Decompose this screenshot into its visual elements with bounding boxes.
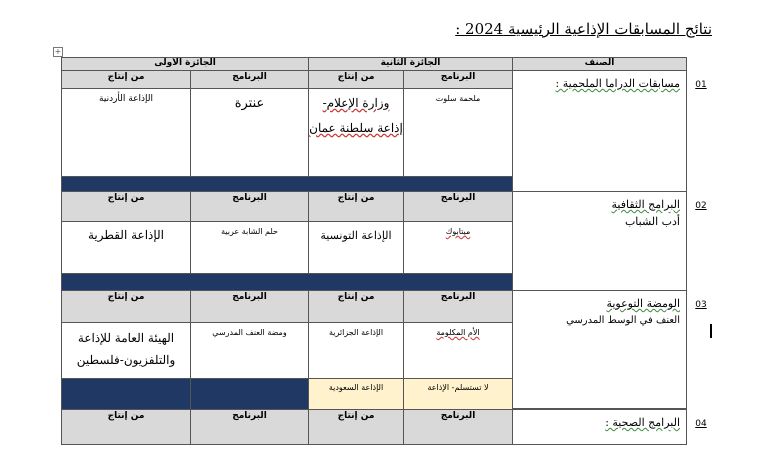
row2-first-program: حلم الشابة عربية — [190, 221, 309, 274]
row1-second-producer-text: وزارة الإعلام- إذاعة سلطنة عمان — [309, 96, 403, 135]
category-awareness-sub: العنف في الوسط المدرسي — [566, 315, 680, 326]
row3-subheader-second-producer: من إنتاج — [308, 290, 404, 323]
row1-first-program: عنترة — [190, 88, 309, 177]
row3-extra-program: لا تستسلم- الإذاعة — [403, 378, 513, 410]
category-cultural-title: البرامج الثقافية — [611, 198, 680, 211]
category-awareness — [512, 290, 687, 409]
row2-first-producer: الإذاعة القطرية — [61, 221, 191, 274]
text-cursor — [710, 324, 712, 338]
subheader-first-producer: من إنتاج — [61, 70, 191, 89]
row-number-01: 01 — [695, 80, 707, 90]
row3-subheader-second-program: البرنامج — [403, 290, 513, 323]
row3-subheader-first-program: البرنامج — [190, 290, 309, 323]
row1-first-producer: الإذاعة الأردنية — [61, 88, 191, 177]
row3-extra-navy-right — [190, 378, 309, 410]
subheader-second-program: البرنامج — [403, 70, 513, 89]
document-title: نتائج المسابقات الإذاعية الرئيسية 2024 : — [455, 20, 712, 38]
row3-second-producer: الإذاعة الجزائرية — [308, 322, 404, 379]
separator-row2 — [61, 273, 513, 291]
row2-second-producer: الإذاعة التونسية — [308, 221, 404, 274]
row2-subheader-second-program: البرنامج — [403, 191, 513, 222]
row3-subheader-first-producer: من إنتاج — [61, 290, 191, 323]
separator-row1 — [61, 176, 513, 192]
category-health — [512, 409, 687, 445]
category-cultural — [512, 191, 687, 291]
row3-extra-navy-left — [61, 378, 191, 410]
header-category: الصنف — [512, 57, 687, 71]
category-drama-label: مسابقات الدراما الملحمية : — [555, 77, 680, 90]
row4-subheader-first-producer: من إنتاج — [61, 409, 191, 445]
row2-subheader-second-producer: من إنتاج — [308, 191, 404, 222]
table-move-handle-icon[interactable]: + — [54, 47, 62, 56]
category-health-label: البرامج الصحية : — [605, 416, 680, 429]
row3-second-program — [403, 322, 513, 379]
row3-first-program: ومضة العنف المدرسي — [190, 322, 309, 379]
row4-subheader-first-program: البرنامج — [190, 409, 309, 445]
header-second-prize: الجائزة الثانية — [308, 57, 513, 71]
row-number-03: 03 — [695, 300, 707, 310]
subheader-second-producer: من إنتاج — [308, 70, 404, 89]
row1-second-producer — [308, 88, 404, 177]
row1-second-program: ملحمة سلوت — [403, 88, 513, 177]
category-cultural-sub: أدب الشباب — [624, 215, 680, 228]
row4-subheader-second-program: البرنامج — [403, 409, 513, 445]
category-drama — [512, 70, 687, 192]
subheader-first-program: البرنامج — [190, 70, 309, 89]
row3-extra-producer: الإذاعة السعودية — [308, 378, 404, 410]
row2-second-program — [403, 221, 513, 274]
row3-first-producer: الهيئة العامة للإذاعة والتلفزيون-فلسطين — [61, 322, 191, 379]
row3-second-program-text: الأم المكلومة — [436, 328, 480, 337]
row2-subheader-first-program: البرنامج — [190, 191, 309, 222]
row-number-02: 02 — [695, 201, 707, 211]
row2-subheader-first-producer: من إنتاج — [61, 191, 191, 222]
row-number-04: 04 — [695, 419, 707, 429]
category-awareness-title: الومضة التوعوية — [606, 297, 680, 310]
row2-second-program-text: ميتابوك — [445, 227, 471, 236]
header-first-prize: الجائزة الأولى — [61, 57, 309, 71]
row4-subheader-second-producer: من إنتاج — [308, 409, 404, 445]
